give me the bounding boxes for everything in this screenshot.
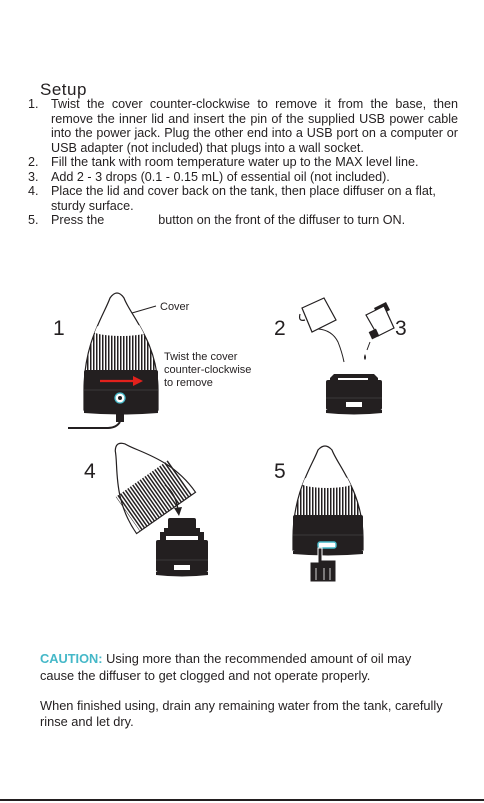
step-text: Place the lid and cover back on the tank, then place diffuser on a flat, sturdy surface.	[51, 184, 436, 213]
oil-bottle	[364, 302, 394, 360]
step-text: Twist the cover counter-clockwise to remove it from the base, then remove the inner lid and insert the pin of the supplied USB power cable into the power jack. Plug the other end into a USB port on a computer or USB adapter (not included) that plugs into a wall socket.	[51, 97, 458, 155]
setup-illustration	[0, 270, 484, 590]
step-text-before: Press the	[51, 213, 105, 227]
cover-label: Cover	[160, 301, 190, 313]
twist-line-2: counter-clockwise	[164, 364, 252, 376]
figure-number-3: 3	[395, 317, 407, 340]
diffuser-base-figure-2	[326, 374, 382, 415]
bottom-rule	[0, 799, 484, 801]
step-text: Fill the tank with room temperature water up to the MAX level line.	[51, 155, 419, 169]
setup-heading: Setup	[40, 80, 87, 99]
step-number: 2.	[28, 155, 39, 169]
step-number: 3.	[28, 169, 39, 184]
finish-note: When finished using, drain any remaining water from the tank, carefully rinse and let dry.	[40, 698, 443, 729]
step-text-after: button on the front of the diffuser to turn ON.	[158, 213, 406, 227]
step-4	[28, 184, 458, 213]
figure-number-2: 2	[274, 317, 286, 340]
diffuser-figure-5	[290, 446, 366, 556]
step-1	[28, 97, 458, 155]
twist-line-1: Twist the cover	[164, 351, 238, 363]
figure-number-4: 4	[84, 460, 96, 483]
step-3	[28, 170, 458, 185]
step-number: 5.	[28, 213, 39, 227]
cover-pointer-line	[132, 306, 156, 313]
caution-label: CAUTION:	[40, 651, 103, 666]
figure-number-1: 1	[53, 317, 65, 340]
diffuser-base-figure-4	[156, 518, 208, 577]
diffuser-figure-1	[80, 293, 162, 415]
cover-figure-4	[88, 423, 195, 533]
water-pitcher	[300, 298, 344, 362]
step-text: Add 2 - 3 drops (0.1 - 0.15 mL) of essential oil (not included).	[51, 169, 390, 184]
usb-cable	[68, 413, 124, 428]
step-5	[28, 213, 458, 228]
caution-note	[40, 650, 444, 684]
step-number: 1.	[28, 97, 39, 111]
figure-number-5: 5	[274, 460, 286, 483]
step-number: 4.	[28, 184, 39, 198]
setup-steps-list	[28, 97, 458, 228]
step-2	[28, 155, 458, 170]
caution-text: Using more than the recommended amount of oil may cause the diffuser to get clogged and not operate properly.	[40, 651, 412, 683]
twist-line-3: to remove	[164, 377, 213, 389]
